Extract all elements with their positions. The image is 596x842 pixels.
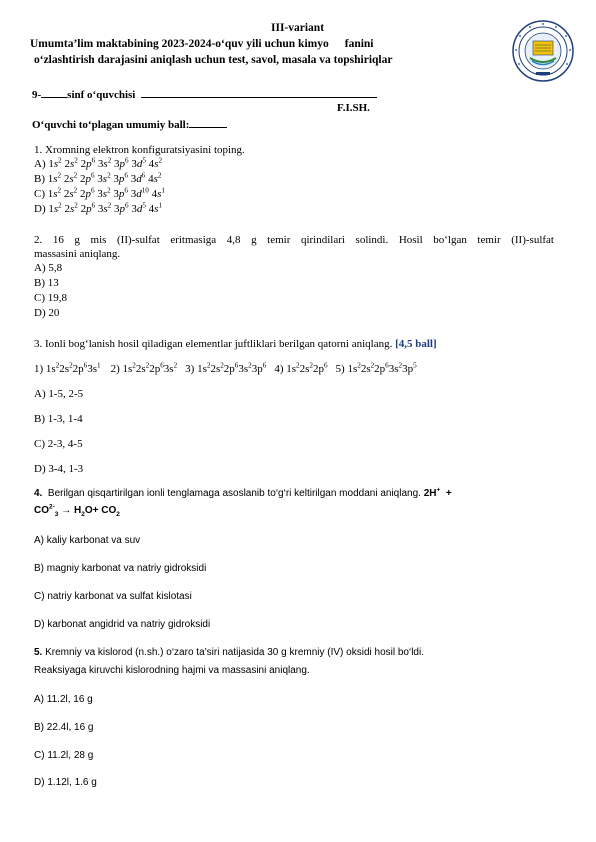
- orbital-term: $4s^1$: [151, 186, 165, 200]
- q3-option-c[interactable]: C) 2-3, 4-5: [34, 438, 83, 450]
- q5-option-b[interactable]: B) 22.4l, 16 g: [34, 722, 94, 733]
- orbital-term: $2p^6$: [80, 156, 96, 170]
- orbital-term: $3d^5$: [131, 156, 146, 170]
- orbital-term: $4s^1$: [148, 201, 163, 215]
- q3-config-3: 3) $1s^22s^22p^63s^23p^6$: [185, 361, 267, 375]
- q3-config-5: 5) $1s^22s^22p^63s^23p^5$: [335, 361, 417, 375]
- q3-option-d[interactable]: D) 3-4, 1-3: [34, 463, 84, 475]
- class-prefix: 9-: [32, 89, 42, 101]
- student-name-blank[interactable]: [141, 88, 377, 98]
- school-emblem-logo: [512, 20, 574, 82]
- q2-option-d[interactable]: D) 20: [34, 307, 60, 319]
- q2-option-a[interactable]: A) 5,8: [34, 262, 63, 274]
- orbital-term: $1s^2$: [47, 171, 62, 185]
- orbital-term: $1s^2$: [47, 186, 62, 200]
- q4-arrow: →: [61, 505, 72, 516]
- orbital-term: $3p^6$: [113, 171, 128, 185]
- q3-option-b[interactable]: B) 1-3, 1-4: [34, 413, 83, 425]
- orbital-term: $2s^2$: [64, 201, 78, 215]
- orbital-term: $2p^6$: [79, 171, 95, 185]
- q5-line-1: [34, 647, 424, 658]
- q4-option-a[interactable]: A) kaliy karbonat va suv: [34, 535, 141, 546]
- orbital-term: $2p^6$: [80, 201, 96, 215]
- q1-option-a[interactable]: [34, 158, 162, 171]
- q2-option-c[interactable]: C) 19,8: [34, 292, 67, 304]
- header-line-1: [30, 38, 374, 50]
- q1-option-letter: C): [34, 188, 48, 200]
- orbital-term: $3d^5$: [131, 201, 146, 215]
- student-class-line: [32, 88, 377, 101]
- class-blank[interactable]: [41, 88, 67, 98]
- orbital-term: $1s^2$: [48, 201, 62, 215]
- q1-option-letter: B): [34, 173, 48, 185]
- q4-line-1: [34, 488, 452, 499]
- q4-eq-plus: +: [445, 488, 452, 499]
- q1-option-b[interactable]: [34, 173, 161, 186]
- q5-question: Kremniy va kislorod (n.sh.) o‘zaro ta’siri natijasida 30 g kremniy (IV) oksidi hosil bo‘ldi.: [45, 647, 424, 658]
- q5-option-a[interactable]: A) 11.2l, 16 g: [34, 694, 93, 705]
- q2-option-b[interactable]: B) 13: [34, 277, 59, 289]
- orbital-term: $3s^2$: [97, 156, 112, 170]
- orbital-term: $3s^2$: [97, 186, 111, 200]
- q3-config-1: 1) $1s^22s^22p^63s^1$: [34, 361, 101, 375]
- orbital-term: $1s^2$: [48, 156, 62, 170]
- q4-option-c[interactable]: C) natriy karbonat va sulfat kislotasi: [34, 591, 192, 602]
- orbital-term: $3d^{10}$: [130, 186, 149, 200]
- orbital-term: $2p^6$: [79, 186, 95, 200]
- q4-option-b[interactable]: B) magniy karbonat va natriy gidroksidi: [34, 563, 207, 574]
- q3-question: 3. Ionli bog‘lanish hosil qiladigan elementlar juftliklari berilgan qatorni aniqlang.: [34, 338, 393, 350]
- header-line-1-text: Umumta’lim maktabining 2023-2024-o‘quv yili uchun kimyo: [30, 38, 329, 50]
- student-label: sinf o‘quvchisi: [67, 89, 136, 101]
- header-line-2: o‘zlashtirish darajasini aniqlash uchun test, savol, masala va topshiriqlar: [34, 54, 393, 66]
- q5-number: 5.: [34, 647, 43, 658]
- header-subject: fanini: [344, 38, 374, 50]
- q4-eq-h: 2H+: [423, 486, 441, 499]
- q1-option-d[interactable]: [34, 203, 162, 216]
- orbital-term: $2s^2$: [63, 171, 78, 185]
- orbital-term: $4s^2$: [148, 156, 163, 170]
- score-blank[interactable]: [189, 118, 227, 128]
- q4-number: 4.: [34, 488, 43, 499]
- score-label: O‘quvchi to‘plagan umumiy ball:: [32, 119, 190, 131]
- q3-config-4: 4) $1s^22s^22p^6$: [274, 361, 328, 375]
- orbital-term: $2s^2$: [64, 156, 78, 170]
- score-line: [32, 118, 227, 131]
- fish-label: F.I.SH.: [337, 102, 370, 114]
- q1-option-letter: A): [34, 158, 49, 170]
- q1-question: Xromning elektron konfiguratsiyasini toping.: [45, 144, 245, 156]
- q4-equation-line-2: $CO^{2-}_3 \to H_2O+ CO_2$: [34, 503, 120, 518]
- orbital-term: $3s^2$: [97, 171, 111, 185]
- q3-text: [34, 338, 437, 351]
- q5-option-d[interactable]: D) 1.12l, 1.6 g: [34, 777, 97, 788]
- orbital-term: $3p^6$: [114, 201, 129, 215]
- q1-option-letter: D): [34, 203, 49, 215]
- orbital-term: $3p^6$: [114, 156, 129, 170]
- orbital-term: $2s^2$: [63, 186, 78, 200]
- variant-title: III-variant: [271, 22, 325, 34]
- orbital-term: $3s^2$: [97, 201, 112, 215]
- q2-line-1: 2. 16 g mis (II)-sulfat eritmasiga 4,8 g temir qirindilari solindi. Hosil bo‘lgan temir (II)-sulfat: [34, 234, 554, 246]
- orbital-term: $3d^6$: [130, 171, 146, 185]
- orbital-term: $3p^6$: [113, 186, 128, 200]
- q1-number: 1.: [34, 144, 43, 156]
- q1-option-c[interactable]: [34, 188, 165, 201]
- q3-configs: [34, 363, 425, 376]
- q5-line-2: Reaksiyaga kiruvchi kislorodning hajmi va massasini aniqlang.: [34, 665, 310, 676]
- q3-config-2: 2) $1s^22s^22p^63s^2$: [110, 361, 178, 375]
- q3-points: [4,5 ball]: [395, 338, 437, 350]
- q5-option-c[interactable]: C) 11.2l, 28 g: [34, 750, 94, 761]
- q2-line-2: massasini aniqlang.: [34, 248, 121, 260]
- orbital-term: $4s^2$: [148, 171, 162, 185]
- q1-text: [34, 144, 245, 157]
- q3-option-a[interactable]: A) 1-5, 2-5: [34, 388, 84, 400]
- q4-question: Berilgan qisqartirilgan ionli tenglamaga asoslanib to‘g‘ri keltirilgan moddani aniqlang.: [47, 488, 421, 499]
- q4-option-d[interactable]: D) karbonat angidrid va natriy gidroksidi: [34, 619, 211, 630]
